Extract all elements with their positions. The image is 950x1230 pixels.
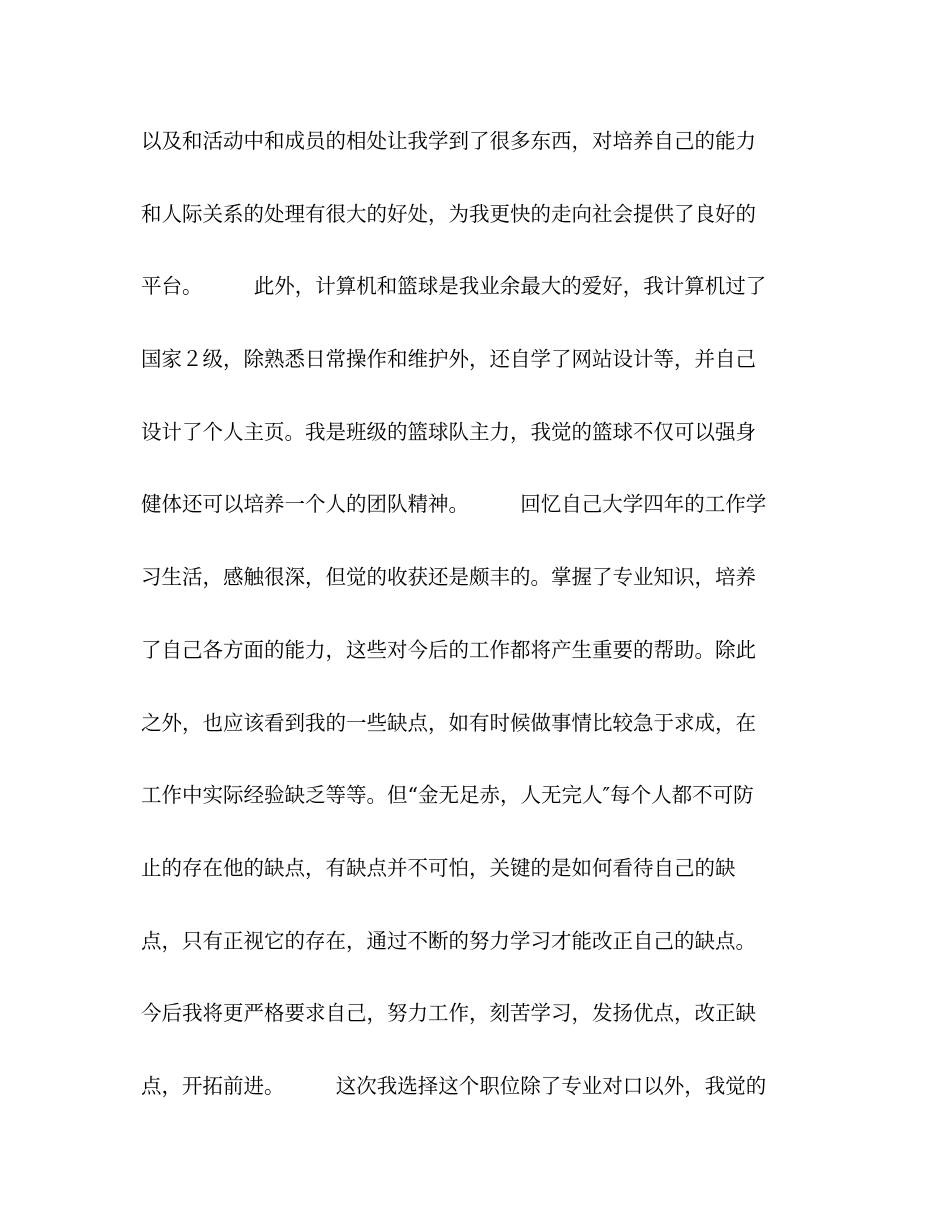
text-line: 今后我将更严格要求自己，努力工作，刻苦学习，发扬优点，改正缺 [141,1001,756,1026]
text-line: 以及和活动中和成员的相处让我学到了很多东西，对培养自己的能力 [141,129,756,153]
body-text [141,124,821,1142]
text-line: 点，开拓前进。 这次我选择这个职位除了专业对口以外，我觉的 [141,1073,767,1098]
text-line: 之外，也应该看到我的一些缺点，如有时候做事情比较急于求成，在 [141,710,756,735]
text-line: 和人际关系的处理有很大的好处，为我更快的走向社会提供了良好的 [141,201,756,226]
text-line: 国家２级，除熟悉日常操作和维护外，还自学了网站设计等，并自己 [141,347,756,372]
text-line: 平台。 此外，计算机和篮球是我业余最大的爱好，我计算机过了 [141,274,767,299]
text-line: 了自己各方面的能力，这些对今后的工作都将产生重要的帮助。除此 [141,637,756,662]
text-line: 点，只有正视它的存在，通过不断的努力学习才能改正自己的缺点。 [141,928,756,953]
text-line: 习生活，感触很深，但觉的收获还是颇丰的。掌握了专业知识，培养 [141,565,756,590]
text-line: 工作中实际经验缺乏等等。但“金无足赤，人无完人″每个人都不可防 [141,783,754,808]
text-line: 设计了个人主页。我是班级的篮球队主力，我觉的篮球不仅可以强身 [141,419,756,444]
text-line: 健体还可以培养一个人的团队精神。 回忆自己大学四年的工作学 [141,492,767,517]
text-line: 止的存在他的缺点，有缺点并不可怕，关键的是如何看待自己的缺 [141,855,736,880]
